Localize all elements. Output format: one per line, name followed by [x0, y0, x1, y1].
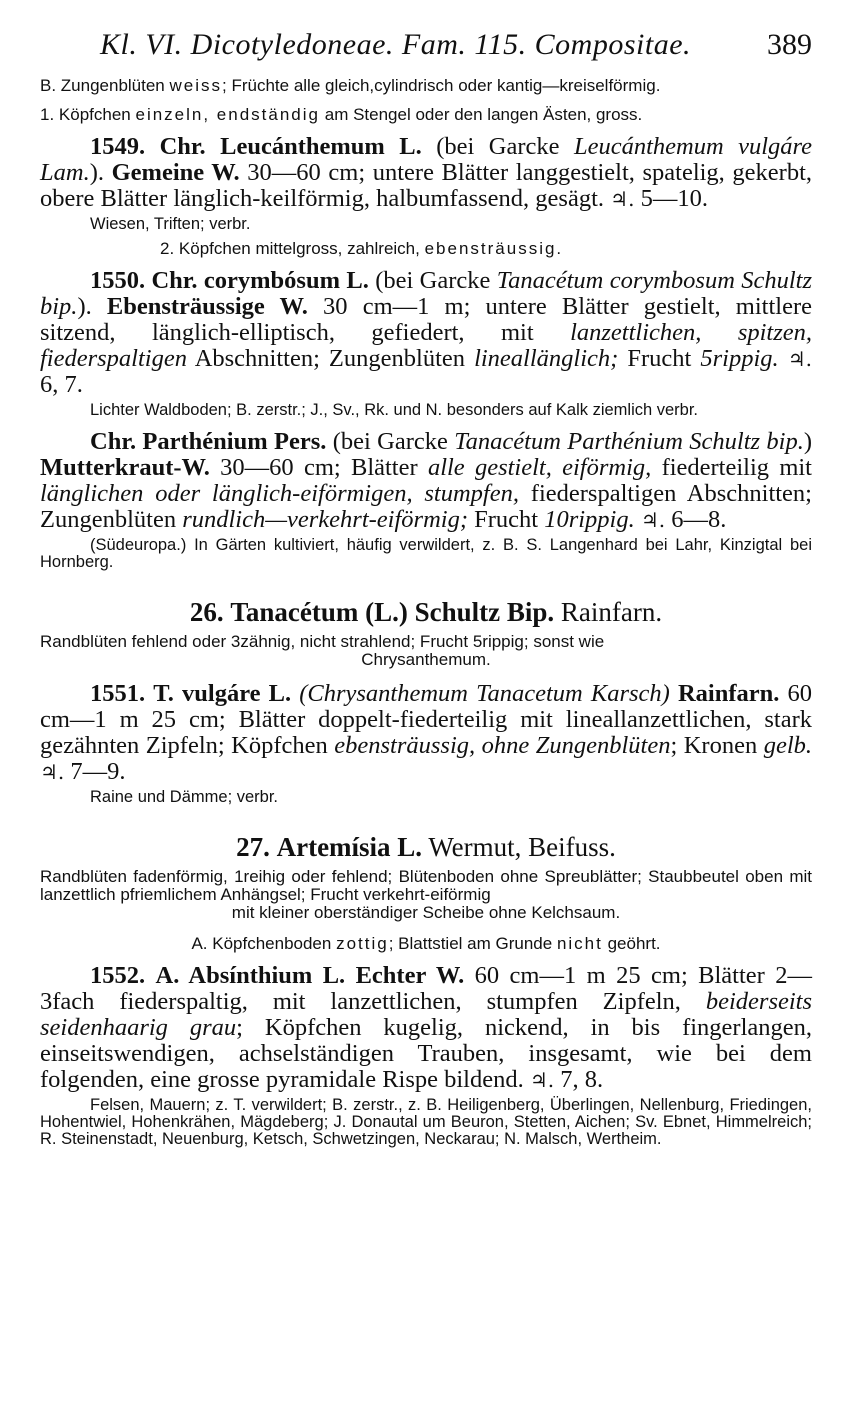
- perennial-symbol: ♃.: [640, 508, 666, 532]
- key-a: [40, 934, 812, 953]
- description: Frucht: [627, 345, 692, 372]
- habitat-parthenium: [40, 537, 812, 571]
- genus-number: 26.: [189, 597, 224, 627]
- habitat-1552: [40, 1097, 812, 1148]
- description: ; Köpfchen kugelig, nickend, in bis fingerlangen, einseitswendigen, achselständigen Trauben, insgesamt, wie bei dem folgenden, eine grosse pyramidale Rispe bildend.: [40, 1014, 813, 1093]
- vernacular-name: Mutterkraut-W.: [40, 454, 210, 481]
- synonym-prefix: (bei Garcke: [332, 428, 448, 455]
- synonym: Tanacétum Parthénium Schultz bip.: [454, 428, 804, 455]
- entry-1552: [40, 963, 812, 1093]
- genus-description-line: Chrysanthemum.: [361, 650, 491, 669]
- description: ; Kronen: [670, 732, 758, 759]
- description-italic: lineallänglich;: [474, 345, 619, 372]
- description: Frucht: [474, 506, 539, 533]
- synonym: Tanacétum corymbosum Schultz bip.: [40, 267, 813, 320]
- key-a-text: A. Köpfchenboden: [191, 934, 332, 953]
- key-b-label: B. Zungenblüten: [40, 76, 165, 95]
- habitat-text: Lichter Waldboden; B. zerstr.; J., Sv., Rk. und N. besonders auf Kalk ziemlich verbr.: [90, 401, 699, 419]
- genus-name: Artemísia L.: [276, 832, 423, 862]
- species-name: Chr. Parthénium Pers.: [90, 428, 327, 455]
- header-title: Kl. VI. Dicotyledoneae. Fam. 115. Compositae.: [100, 28, 692, 61]
- genus-number: 27.: [236, 832, 270, 862]
- description: fiederteilig mit: [661, 454, 812, 481]
- description-italic: ebensträussig, ohne Zungenblüten: [334, 732, 671, 759]
- perennial-symbol: ♃.: [610, 187, 635, 211]
- habitat-text: Wiesen, Triften; verbr.: [90, 215, 251, 233]
- description-italic: beiderseits seidenhaarig grau: [40, 988, 813, 1041]
- entry-1551: [40, 681, 812, 785]
- species-name: Chr. Leucánthemum L.: [159, 133, 422, 160]
- entry-number: 1551.: [90, 680, 146, 707]
- description: 30 cm—1 m; untere Blätter gestielt, mittlere sitzend, länglich-elliptisch, gefiedert, mit: [40, 293, 812, 346]
- perennial-symbol: ♃.: [787, 347, 812, 371]
- key-1-rest: am Stengel oder den langen Ästen, gross.: [324, 105, 643, 124]
- vernacular-name: Ebensträussige W.: [106, 293, 308, 320]
- habitat-1551: [40, 789, 812, 806]
- description: 60 cm—1 m 25 cm; Blätter doppelt-fiederteilig mit lineallanzettlichen, stark gezähnten Zipfeln; Köpfchen: [40, 680, 812, 759]
- key-b-rest: ; Früchte alle gleich,cylindrisch oder kantig—kreiselförmig.: [222, 76, 661, 95]
- description-italic: gelb.: [763, 732, 813, 759]
- description-italic: 10rippig.: [544, 506, 635, 533]
- perennial-symbol: ♃.: [40, 760, 65, 784]
- genus-27-description: [40, 868, 812, 922]
- synonym-suffix: ): [803, 428, 813, 455]
- key-a-text: geöhrt.: [607, 934, 661, 953]
- synonym-prefix: (bei Garcke: [436, 133, 560, 160]
- genus-description-line: Randblüten fehlend oder 3zähnig, nicht strahlend; Frucht 5rippig; sonst wie: [40, 632, 605, 651]
- entry-number: 1550.: [90, 267, 146, 294]
- description: Abschnitten; Zungenblüten: [194, 345, 466, 372]
- synonym-suffix: ).: [77, 293, 92, 320]
- key-2-text: 2. Köpfchen mittelgross, zahlreich,: [160, 239, 420, 258]
- entry-1550: [40, 268, 812, 398]
- flowering-months: 6—8.: [671, 506, 727, 533]
- key-b-spaced: weiss: [169, 76, 223, 95]
- synonym: (Chrysanthemum Tanacetum Karsch): [299, 680, 670, 707]
- page-number: 389: [767, 28, 812, 61]
- key-1: [40, 105, 812, 124]
- flowering-months: 6, 7.: [40, 371, 83, 398]
- key-a-spaced: nicht: [556, 934, 603, 953]
- genus-vernacular: Rainfarn.: [560, 597, 663, 627]
- running-header: [40, 28, 812, 62]
- description-italic: alle gestielt, eiförmig,: [427, 454, 652, 481]
- habitat-1550: [40, 402, 812, 419]
- genus-name: Tanacétum (L.) Schultz Bip.: [230, 597, 555, 627]
- flowering-months: 7, 8.: [560, 1066, 604, 1093]
- genus-26-description: [40, 633, 812, 669]
- genus-26: [40, 597, 812, 627]
- entry-parthenium: [40, 429, 812, 533]
- description: 60 cm—1 m 25 cm; Blätter 2—3fach fiederspaltig, mit lanzettlichen, stumpfen Zipfeln,: [40, 962, 812, 1015]
- key-a-text: ; Blattstiel am Grunde: [388, 934, 553, 953]
- habitat-1549: [40, 216, 812, 233]
- key-2-spaced: ebensträussig.: [424, 239, 564, 258]
- genus-description-line: mit kleiner oberständiger Scheibe ohne Kelchsaum.: [231, 903, 621, 922]
- entry-number: 1552.: [90, 962, 146, 989]
- vernacular-name: Rainfarn.: [677, 680, 780, 707]
- description: 30—60 cm; Blätter: [220, 454, 418, 481]
- synonym: Leucánthemum vulgáre Lam.: [40, 133, 813, 186]
- key-1-spaced: einzeln, endständig: [135, 105, 320, 124]
- description-italic: länglichen oder länglich-eiförmigen, stumpfen,: [40, 480, 519, 507]
- description: fiederspaltigen Abschnitten; Zungenblüten: [40, 480, 812, 533]
- description-italic: rundlich—verkehrt-eiförmig;: [182, 506, 468, 533]
- key-2: [40, 239, 812, 258]
- key-1-label: 1. Köpfchen: [40, 105, 131, 124]
- key-a-spaced: zottig: [336, 934, 389, 953]
- habitat-text: (Südeuropa.) In Gärten kultiviert, häufig verwildert, z. B. S. Langenhard bei Lahr, Kinzigtal bei Hornberg.: [40, 536, 812, 571]
- habitat-text: Felsen, Mauern; z. T. verwildert; B. zerstr., z. B. Heiligenberg, Überlingen, Nellenburg, Friedingen, Hohentwiel, Hohenkrähen, Mägdeberg; J. Donautal um Beuron, Stetten, Aichen; Sv. Ebnet, Himmelreich; R. Steinenstadt, Neuenburg, Ketsch, Schwetzingen, Neckarau; N. Malsch, Wertheim.: [40, 1096, 812, 1148]
- flowering-months: 5—10.: [640, 185, 708, 212]
- flowering-months: 7—9.: [70, 758, 126, 785]
- genus-27: [40, 832, 812, 862]
- species-name: Chr. corymbósum L.: [151, 267, 369, 294]
- entry-1549: [40, 134, 812, 212]
- synonym-prefix: (bei Garcke: [375, 267, 491, 294]
- vernacular-name: Gemeine W.: [111, 159, 240, 186]
- genus-description-line: Randblüten fadenförmig, 1reihig oder fehlend; Blütenboden ohne Spreublätter; Staubbeutel oben mit lanzettlich pfriemlichem Anhängsel; Frucht verkehrt-eiförmig: [40, 867, 812, 904]
- description-italic: 5rippig.: [700, 345, 779, 372]
- description: 30—60 cm; untere Blätter langgestielt, spatelig, gekerbt, obere Blätter länglich-keilförmig, halbumfassend, gesägt.: [40, 159, 813, 212]
- description-italic: lanzettlichen, spitzen, fiederspaltigen: [40, 319, 812, 372]
- habitat-text: Raine und Dämme; verbr.: [90, 788, 279, 806]
- perennial-symbol: ♃.: [529, 1068, 555, 1092]
- species-name: A. Absínthium L.: [155, 962, 346, 989]
- key-b: [40, 76, 812, 95]
- species-name: T. vulgáre L.: [153, 680, 292, 707]
- vernacular-name: Echter W.: [355, 962, 465, 989]
- entry-number: 1549.: [90, 133, 146, 160]
- synonym-suffix: ).: [89, 159, 104, 186]
- genus-vernacular: Wermut, Beifuss.: [428, 832, 616, 862]
